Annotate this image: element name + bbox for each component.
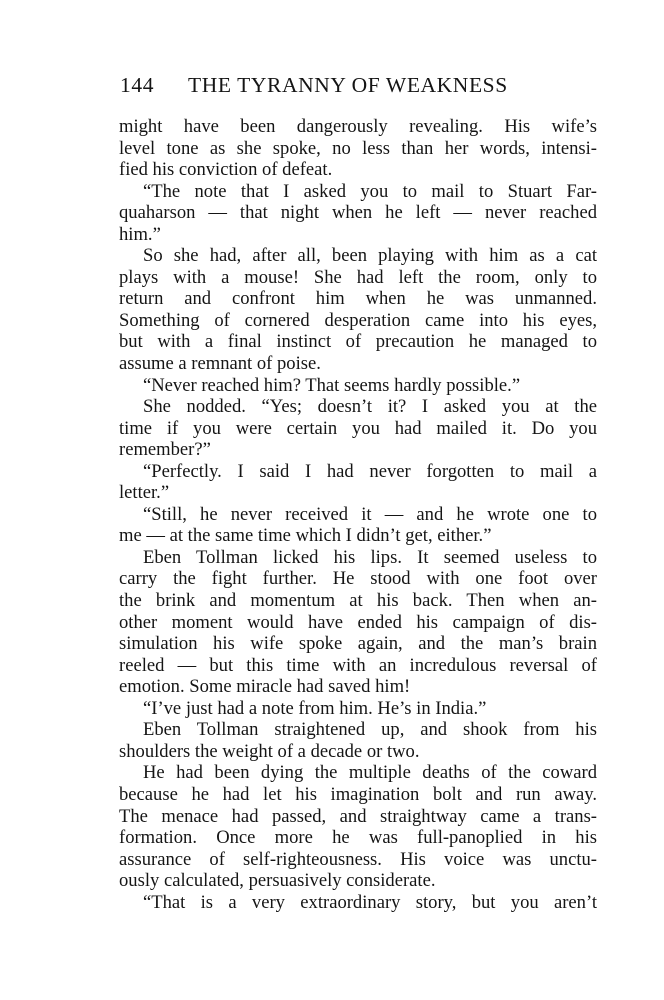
text-line: me — at the same time which I didn’t get, either.” bbox=[119, 525, 492, 547]
text-line: level tone as she spoke, no less than her words, intensi- bbox=[119, 137, 597, 159]
text-line: “I’ve just had a note from him. He’s in India.” bbox=[143, 697, 487, 719]
text-line: assume a remnant of poise. bbox=[119, 353, 321, 375]
text-line: “That is a very extraordinary story, but you aren’t bbox=[143, 891, 597, 913]
text-line: because he had let his imagination bolt and run away. bbox=[119, 783, 597, 805]
text-line: The menace had passed, and straightway came a trans- bbox=[119, 805, 597, 827]
text-line: quaharson — that night when he left — never reached bbox=[119, 202, 597, 224]
text-line: simulation his wife spoke again, and the man’s brain bbox=[119, 633, 597, 655]
text-line: “Never reached him? That seems hardly possible.” bbox=[143, 374, 521, 396]
running-title: THE TYRANNY OF WEAKNESS bbox=[188, 73, 508, 97]
text-line: the brink and momentum at his back. Then when an- bbox=[119, 590, 597, 612]
text-line: ously calculated, persuasively considerate. bbox=[119, 870, 436, 892]
text-line: formation. Once more he was full-panoplied in his bbox=[119, 827, 597, 849]
text-line: emotion. Some miracle had saved him! bbox=[119, 676, 411, 698]
text-line: time if you were certain you had mailed it. Do you bbox=[119, 417, 597, 439]
body-text bbox=[119, 116, 597, 913]
text-line: remember?” bbox=[119, 439, 211, 461]
text-line: other moment would have ended his campaign of dis- bbox=[119, 611, 597, 633]
text-line: letter.” bbox=[119, 482, 170, 504]
text-line: reeled — but this time with an incredulous reversal of bbox=[119, 654, 597, 676]
text-line: “Perfectly. I said I had never forgotten to mail a bbox=[143, 460, 597, 482]
text-line: Something of cornered desperation came into his eyes, bbox=[119, 309, 597, 331]
text-line: He had been dying the multiple deaths of the coward bbox=[143, 762, 597, 784]
text-line: but with a final instinct of precaution he managed to bbox=[119, 331, 597, 353]
text-line: him.” bbox=[119, 223, 161, 245]
text-line: carry the fight further. He stood with one foot over bbox=[119, 568, 597, 590]
text-line: Eben Tollman straightened up, and shook from his bbox=[143, 719, 597, 741]
text-line: plays with a mouse! She had left the room, only to bbox=[119, 266, 597, 288]
text-line: return and confront him when he was unmanned. bbox=[119, 288, 597, 310]
text-line: fied his conviction of defeat. bbox=[119, 159, 333, 181]
text-line: She nodded. “Yes; doesn’t it? I asked you at the bbox=[143, 396, 597, 418]
text-line: So she had, after all, been playing with him as a cat bbox=[143, 245, 597, 267]
text-line: assurance of self-righteousness. His voice was unctu- bbox=[119, 848, 597, 870]
text-line: shoulders the weight of a decade or two. bbox=[119, 740, 420, 762]
text-line: Eben Tollman licked his lips. It seemed useless to bbox=[143, 546, 597, 568]
text-line: might have been dangerously revealing. His wife’s bbox=[119, 116, 597, 137]
running-head bbox=[120, 73, 600, 103]
page-number: 144 bbox=[120, 73, 155, 97]
text-line: “The note that I asked you to mail to Stuart Far- bbox=[143, 180, 597, 202]
text-line: “Still, he never received it — and he wrote one to bbox=[143, 503, 597, 525]
